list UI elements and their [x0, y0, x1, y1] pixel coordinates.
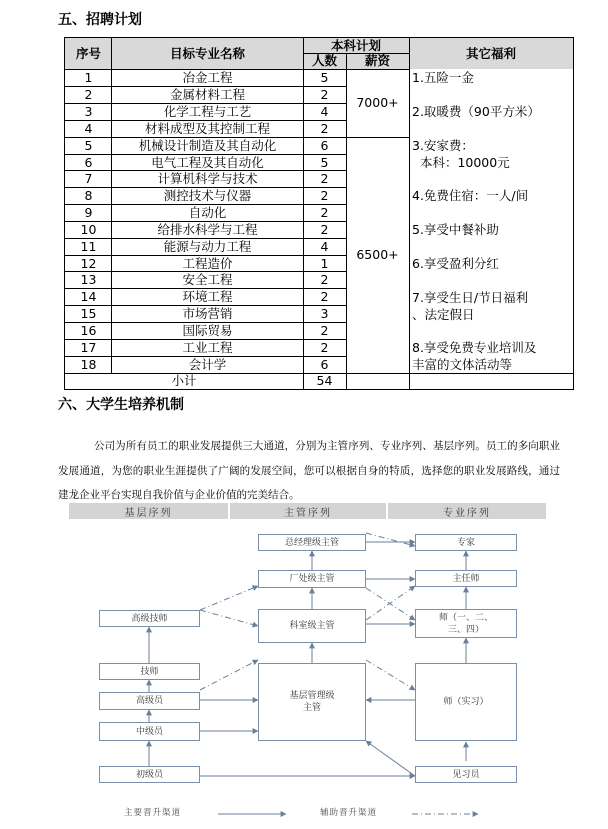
- row-count: 2: [320, 120, 329, 136]
- row-no: 13: [80, 271, 97, 287]
- box-general-manager: 总经理级主管: [258, 534, 366, 551]
- row-major: 自动化: [188, 204, 227, 220]
- box-section-manager: 科室级主管: [258, 609, 366, 643]
- subtotal-value: 54: [316, 373, 333, 388]
- row-major: 能源与动力工程: [163, 238, 252, 254]
- benefit-item: 8.享受免费专业培训及 丰富的文体活动等: [412, 340, 537, 372]
- row-no: 8: [84, 187, 93, 203]
- header-salary: 薪资: [346, 53, 409, 69]
- box-expert: 专家: [415, 534, 517, 551]
- salary-group-1: 7000+: [356, 95, 399, 110]
- box-trainee: 见习员: [415, 766, 517, 783]
- row-major: 安全工程: [182, 271, 233, 287]
- row-major: 电气工程及其自动化: [151, 154, 264, 170]
- row-no: 6: [84, 154, 93, 170]
- row-count: 2: [320, 288, 329, 304]
- row-major: 机械设计制造及其自动化: [138, 137, 277, 153]
- legend-auxiliary: 辅助晋升渠道: [320, 808, 378, 818]
- row-count: 2: [320, 187, 329, 203]
- row-count: 2: [320, 86, 329, 102]
- row-no: 15: [80, 305, 97, 321]
- row-no: 10: [80, 221, 97, 237]
- header-major: 目标专业名称: [112, 38, 303, 69]
- row-major: 市场营销: [182, 305, 233, 321]
- row-count: 4: [320, 103, 329, 119]
- header-no: 序号: [65, 38, 112, 69]
- benefit-item: 6.享受盈利分红: [412, 256, 499, 271]
- row-major: 测控技术与仪器: [163, 187, 252, 203]
- box-engineer-levels: 师（一、二、 三、四）: [415, 609, 517, 638]
- subtotal-label: 小计: [171, 373, 197, 388]
- benefit-item: 1.五险一金: [412, 70, 474, 85]
- benefit-item: 7.享受生日/节日福利 、法定假日: [412, 290, 529, 322]
- row-count: 2: [320, 271, 329, 287]
- box-technician: 技师: [99, 663, 200, 680]
- column-header-management: 主管序列: [230, 503, 386, 519]
- row-no: 17: [80, 339, 97, 355]
- row-no: 1: [84, 69, 93, 85]
- intro-paragraph: 公司为所有员工的职业发展提供三大通道，分别为主管序列、专业序列、基层序列。员工的多向职业发展通道，为您的职业生涯提供了广阔的发展空间，您可以根据自身的特质，选择您的职业发展路线，通过建龙企业平台实现自我价值与企业价值的完美结合。: [58, 440, 560, 501]
- box-senior-staff: 高级员: [99, 692, 200, 710]
- box-senior-technician: 高级技师: [99, 610, 200, 627]
- row-no: 7: [84, 170, 93, 186]
- row-major: 计算机科学与技术: [157, 170, 258, 186]
- row-major: 环境工程: [182, 288, 233, 304]
- row-count: 5: [320, 154, 329, 170]
- row-major: 金属材料工程: [169, 86, 245, 102]
- section-5-title: 五、招聘计划: [58, 12, 142, 28]
- row-no: 14: [80, 288, 97, 304]
- row-no: 9: [84, 204, 93, 220]
- benefit-item: 2.取暖费（90平方米）: [412, 104, 540, 119]
- row-major: 化学工程与工艺: [163, 103, 252, 119]
- row-count: 2: [320, 170, 329, 186]
- box-chief-engineer: 主任师: [415, 570, 517, 587]
- column-header-basic: 基层序列: [69, 503, 228, 519]
- row-no: 5: [84, 137, 93, 153]
- section-6-title: 六、大学生培养机制: [58, 397, 184, 413]
- row-no: 2: [84, 86, 93, 102]
- row-count: 4: [320, 238, 329, 254]
- row-no: 4: [84, 120, 93, 136]
- row-major: 给排水科学与工程: [157, 221, 258, 237]
- row-no: 3: [84, 103, 93, 119]
- box-engineer-intern: 师（实习）: [415, 663, 517, 741]
- row-no: 11: [80, 238, 97, 254]
- row-no: 16: [80, 322, 97, 338]
- benefit-item: 3.安家费： 本科：10000元: [412, 138, 510, 170]
- benefit-item: 5.享受中餐补助: [412, 222, 499, 237]
- row-count: 6: [320, 356, 329, 372]
- salary-group-2: 6500+: [356, 247, 399, 262]
- row-major: 会计学: [188, 356, 227, 372]
- row-count: 2: [320, 204, 329, 220]
- row-major: 材料成型及其控制工程: [144, 120, 270, 136]
- legend-main: 主要晋升渠道: [124, 808, 182, 818]
- row-major: 工程造价: [182, 255, 233, 271]
- row-major: 工业工程: [182, 339, 233, 355]
- row-count: 2: [320, 339, 329, 355]
- header-plan: 本科计划: [303, 38, 409, 53]
- box-middle-staff: 中级员: [99, 722, 200, 741]
- box-junior-staff: 初级员: [99, 766, 200, 783]
- row-count: 5: [320, 69, 329, 85]
- row-count: 2: [320, 221, 329, 237]
- row-major: 国际贸易: [182, 322, 233, 338]
- row-count: 1: [320, 255, 329, 271]
- box-factory-manager: 厂处级主管: [258, 570, 366, 588]
- row-count: 2: [320, 322, 329, 338]
- row-major: 冶金工程: [182, 69, 233, 85]
- row-no: 12: [80, 255, 97, 271]
- row-count: 6: [320, 137, 329, 153]
- benefit-item: 4.免费住宿：一人/间: [412, 188, 529, 203]
- row-count: 3: [320, 305, 329, 321]
- header-benefits: 其它福利: [409, 38, 573, 69]
- row-no: 18: [80, 356, 97, 372]
- column-header-professional: 专业序列: [388, 503, 546, 519]
- header-count: 人数: [303, 53, 346, 69]
- box-basic-manager: 基层管理级 主管: [258, 663, 366, 741]
